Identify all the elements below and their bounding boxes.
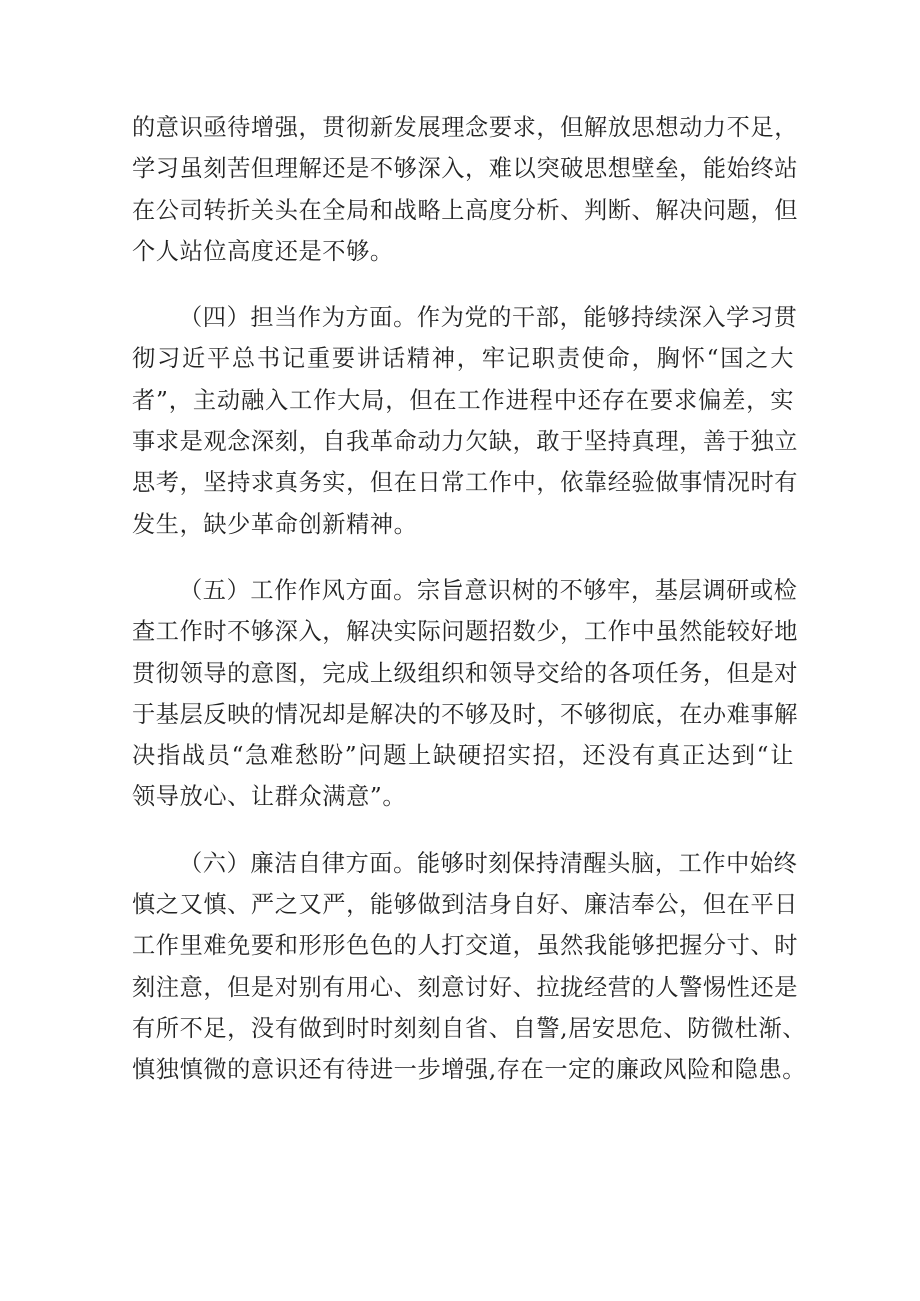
text-line: 思考，坚持求真务实，但在日常工作中，依靠经验做事情况时有 [132, 469, 799, 497]
text-line: 者”，主动融入工作大局，但在工作进程中还存在要求偏差，实 [132, 386, 794, 414]
paragraph-section-6 [132, 843, 807, 1091]
text-line: （五）工作作风方面。宗旨意识树的不够牢，基层调研或检 [179, 576, 798, 604]
text-line: 于基层反映的情况却是解决的不够及时，不够彻底，在办难事解 [132, 700, 799, 728]
paragraph-section-4 [132, 297, 799, 545]
text-line: 工作里难免要和形形色色的人打交道，虽然我能够把握分寸、时 [132, 932, 799, 960]
text-line: 的意识亟待增强，贯彻新发展理念要求，但解放思想动力不足， [132, 114, 799, 141]
text-line: 事求是观念深刻，自我革命动力欠缺，敢于坚持真理，善于独立 [132, 428, 799, 456]
text-line: 刻注意，但是对别有用心、刻意讨好、拉拢经营的人警惕性还是 [132, 973, 799, 1001]
text-line: 学习虽刻苦但理解还是不够深入，难以突破思想壁垒，能始终站 [132, 155, 799, 183]
text-line: 在公司转折关头在全局和战略上高度分析、判断、解决问题，但 [132, 196, 799, 224]
text-line: 贯彻领导的意图，完成上级组织和领导交给的各项任务，但是对 [132, 659, 799, 687]
text-line: 领导放心、让群众满意”。 [132, 783, 407, 811]
text-line: 慎独慎微的意识还有待进一步增强,存在一定的廉政风险和隐患。 [132, 1056, 807, 1084]
text-line: 查工作时不够深入，解决实际问题招数少，工作中虽然能较好地 [132, 618, 799, 646]
text-line: 决指战员“急难愁盼”问题上缺硬招实招，还没有真正达到“让 [132, 742, 794, 770]
paragraph-continuation [132, 107, 799, 272]
text-line: （六）廉洁自律方面。能够时刻保持清醒头脑，工作中始终 [179, 849, 798, 877]
text-line: （四）担当作为方面。作为党的干部，能够持续深入学习贯 [179, 304, 798, 332]
text-line: 个人站位高度还是不够。 [132, 237, 394, 265]
document-body [132, 107, 807, 1091]
text-line: 有所不足，没有做到时时刻刻自省、自警,居安思危、防微杜渐、 [132, 1014, 807, 1042]
text-line: 慎之又慎、严之又严，能够做到洁身自好、廉洁奉公，但在平日 [132, 891, 799, 919]
text-line: 彻习近平总书记重要讲话精神，牢记职责使命，胸怀“国之大 [132, 345, 794, 373]
paragraph-section-5 [132, 570, 799, 818]
text-line: 发生，缺少革命创新精神。 [132, 510, 418, 538]
